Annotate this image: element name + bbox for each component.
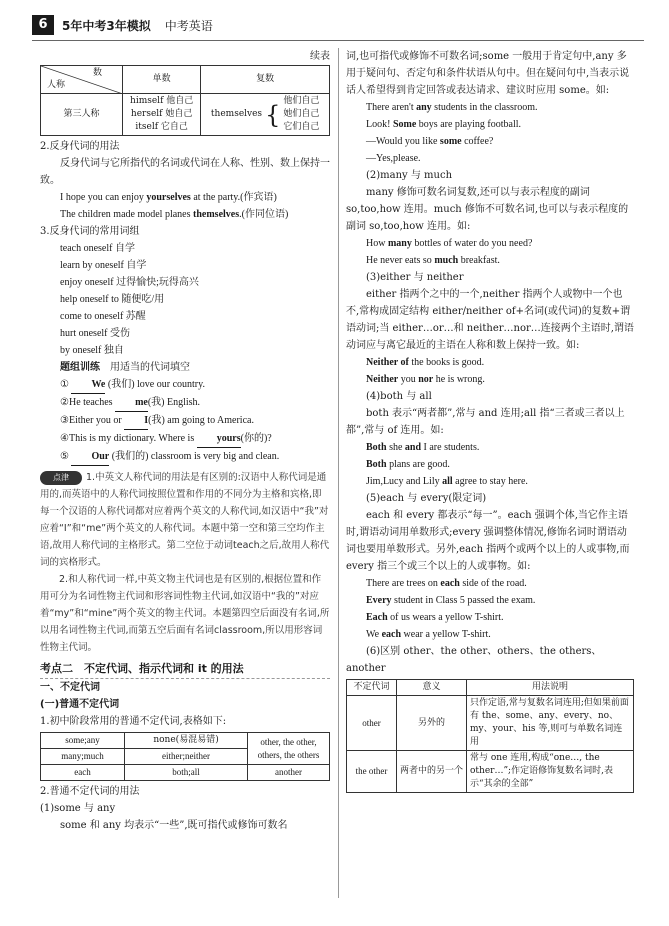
- example-sentence: The children made model planes themselves.(作同位语): [60, 209, 289, 220]
- section-title: (5)each 与 every(限定词): [366, 493, 487, 504]
- example-sentence: Every student in Class 5 passed the exam.: [366, 595, 536, 606]
- section-text: many 修饰可数名词复数,还可以与表示程度的副词 so,too,how 连用。much 修饰不可数名词,也可以与表示程度的副词 so,too,how 连用。如:: [346, 187, 629, 232]
- plural-line: 她们自己: [283, 109, 320, 119]
- table-row: many;much either;neither: [41, 749, 330, 765]
- plural-word: themselves: [210, 109, 263, 119]
- plural-line: 他们自己: [283, 96, 320, 106]
- corner-bottom-label: 人称: [47, 80, 66, 90]
- phrase-item: teach oneself 自学: [60, 243, 135, 254]
- drill-question: ③Either you or I(我) am going to America.: [40, 412, 330, 430]
- tip-paragraph: 点津 1.中英文人称代词的用法是有区别的:汉语中人称代词是通用的,而英语中的人称代词按照位置和作用的不同分为主格和宾格,即每一个汉语的人称代词都对应着两个英文的人称代词,如汉语中“我”对应着“I”和“me”两个英文的人称代词。本题中第一空和第三空均作主语,故用人称代词的主格形式。第二空位于动词teach之后,故用人称代词的宾格形式。: [40, 472, 330, 568]
- section-title: (6)区别 other、the other、others、the others、another: [346, 646, 602, 674]
- section-title: 2.反身代词的用法: [40, 141, 120, 152]
- section-text: 反身代词与它所指代的名词或代词在人称、性别、数上保持一致。: [40, 158, 330, 186]
- answer-blank: me: [115, 394, 148, 412]
- header-divider: [32, 40, 644, 41]
- reflexive-pronoun-table: [40, 65, 330, 136]
- example-sentence: Neither you nor he is wrong.: [366, 374, 485, 385]
- subsection-heading: 一、不定代词: [40, 682, 100, 693]
- answer-blank: I: [124, 412, 148, 430]
- section-text: each 和 every 都表示“每一”。each 强调个体,当它作主语时,谓语动词用单数形式;every 强调整体情况,修饰名词时谓语动词也要用单数形式。另外,each 指两个或两个以上的人或事物,而 every 指三个或三个以上的人或事物。如:: [346, 510, 630, 572]
- example-sentence: Both plans are good.: [366, 459, 450, 470]
- singular-cell: [123, 94, 201, 136]
- other-comparison-table: [346, 679, 634, 793]
- section-title: (1)some 与 any: [40, 803, 116, 814]
- example-sentence: I hope you can enjoy yourselves at the party.(作宾语): [60, 192, 277, 203]
- example-sentence: Each of us wears a yellow T-shirt.: [366, 612, 504, 623]
- plural-cell: [201, 94, 330, 136]
- example-sentence: We each wear a yellow T-shirt.: [366, 629, 491, 640]
- example-sentence: —Yes,please.: [366, 153, 421, 164]
- section-text: 词,也可指代或修饰不可数名词;some 一般用于肯定句中,any 多用于疑问句、否定句和条件状语从句中。但在疑问句中,当表示说话人希望得到肯定回答或表达请求、建议时应用 some。如:: [346, 51, 630, 96]
- example-sentence: How many bottles of water do you need?: [366, 238, 533, 249]
- phrase-item: hurt oneself 受伤: [60, 328, 130, 339]
- section-title: (4)both 与 all: [366, 391, 432, 402]
- section-text: some 和 any 均表示“一些”,既可指代或修饰可数名: [60, 820, 288, 831]
- subject-title: 中考英语: [164, 18, 213, 33]
- tip-badge-icon: 点津: [40, 471, 82, 485]
- singular-line: itself 它自己: [135, 122, 188, 132]
- page-header: [32, 14, 642, 36]
- tip-paragraph: 2.和人称代词一样,中英文物主代词也是有区别的,根据位置和作用可分为名词性物主代词和形容词性物主代词,如汉语中“我的”对应着“my”和“mine”两个英文的物主代词。本题第四空后面没有名词,所以用名词性物主代词,而第五空后面有名词classroom,所以用形容词性物主代词。: [40, 574, 330, 653]
- column-divider: [338, 48, 339, 898]
- table-header-row: 不定代词 意义 用法说明: [347, 680, 634, 696]
- continued-label: 续表: [310, 51, 330, 62]
- kaodian-heading: 考点二 不定代词、指示代词和 it 的用法: [40, 660, 330, 679]
- section-title: (3)either 与 neither: [366, 272, 464, 283]
- phrase-item: come to oneself 苏醒: [60, 311, 146, 322]
- answer-blank: yours: [197, 430, 241, 448]
- brace-symbol: {: [265, 100, 281, 129]
- phrase-item: learn by oneself 自学: [60, 260, 147, 271]
- table-row: other 另外的 只作定语,常与复数名词连用;但如果前面有 the、some、any、every、no、my、your、his 等,则可与单数名词连用: [347, 696, 634, 751]
- table-row: each both;all another: [41, 765, 330, 781]
- drill-question: ②He teaches me(我) English.: [40, 394, 330, 412]
- answer-blank: Our: [71, 448, 109, 466]
- singular-line: herself 她自己: [130, 109, 193, 119]
- example-sentence: He never eats so much breakfast.: [366, 255, 500, 266]
- example-sentence: Both she and I are students.: [366, 442, 480, 453]
- answer-blank: We: [71, 376, 105, 394]
- example-sentence: Look! Some boys are playing football.: [366, 119, 521, 130]
- example-sentence: Jim,Lucy and Lily all agree to stay here.: [366, 476, 528, 487]
- indefinite-pronoun-table: [40, 732, 330, 781]
- example-sentence: There are trees on each side of the road.: [366, 578, 527, 589]
- table-corner-cell: [41, 66, 123, 94]
- page-number: 6: [32, 15, 54, 35]
- header-singular: 单数: [123, 66, 201, 94]
- plural-line: 它们自己: [283, 122, 320, 132]
- section-title: 2.普通不定代词的用法: [40, 786, 140, 797]
- singular-line: himself 他自己: [130, 96, 194, 106]
- phrase-item: enjoy oneself 过得愉快;玩得高兴: [60, 277, 199, 288]
- phrase-item: by oneself 独自: [60, 345, 124, 356]
- left-column: [40, 48, 330, 834]
- section-text: either 指两个之中的一个,neither 指两个人或物中一个也不,常构成固定结构 either/neither of+名词(或代词)的复数+谓语动词;当 either…or…和 neither…nor…连接两个主语时,谓语动词应与离它最近的主语在人称和数上保持一致。如:: [346, 289, 634, 351]
- header-plural: 复数: [201, 66, 330, 94]
- section-title: 3.反身代词的常用词组: [40, 226, 140, 237]
- drill-question: ④This is my dictionary. Where is yours(你的)?: [40, 430, 330, 448]
- example-sentence: There aren't any students in the classroom.: [366, 102, 538, 113]
- drill-question: ① We (我们) love our country.: [40, 376, 330, 394]
- phrase-item: help oneself to 随便吃/用: [60, 294, 165, 305]
- example-sentence: —Would you like some coffee?: [366, 136, 494, 147]
- table-row: some;any none(易混易错) other, the other, others, the others: [41, 733, 330, 749]
- example-sentence: Neither of the books is good.: [366, 357, 485, 368]
- table-intro: 1.初中阶段常用的普通不定代词,表格如下:: [40, 716, 227, 727]
- right-column: [346, 48, 634, 793]
- tip-box: [40, 469, 330, 656]
- table-row: the other 两者中的另一个 常与 one 连用,构成“one…, the other…”;作定语修饰复数名词时,表示“其余的全部”: [347, 751, 634, 793]
- row-label: 第三人称: [41, 94, 123, 136]
- book-title: 5年中考3年模拟: [62, 18, 151, 33]
- corner-top-label: 数: [92, 68, 102, 78]
- section-text: both 表示“两者都”,常与 and 连用;all 指“三者或三者以上都”,常与 of 连用。如:: [346, 408, 625, 436]
- drill-heading: 题组训练 用适当的代词填空: [60, 362, 190, 373]
- subsection-heading: (一)普通不定代词: [40, 699, 120, 710]
- drill-question: ⑤ Our (我们的) classroom is very big and clean.: [40, 448, 330, 466]
- section-title: (2)many 与 much: [366, 170, 453, 181]
